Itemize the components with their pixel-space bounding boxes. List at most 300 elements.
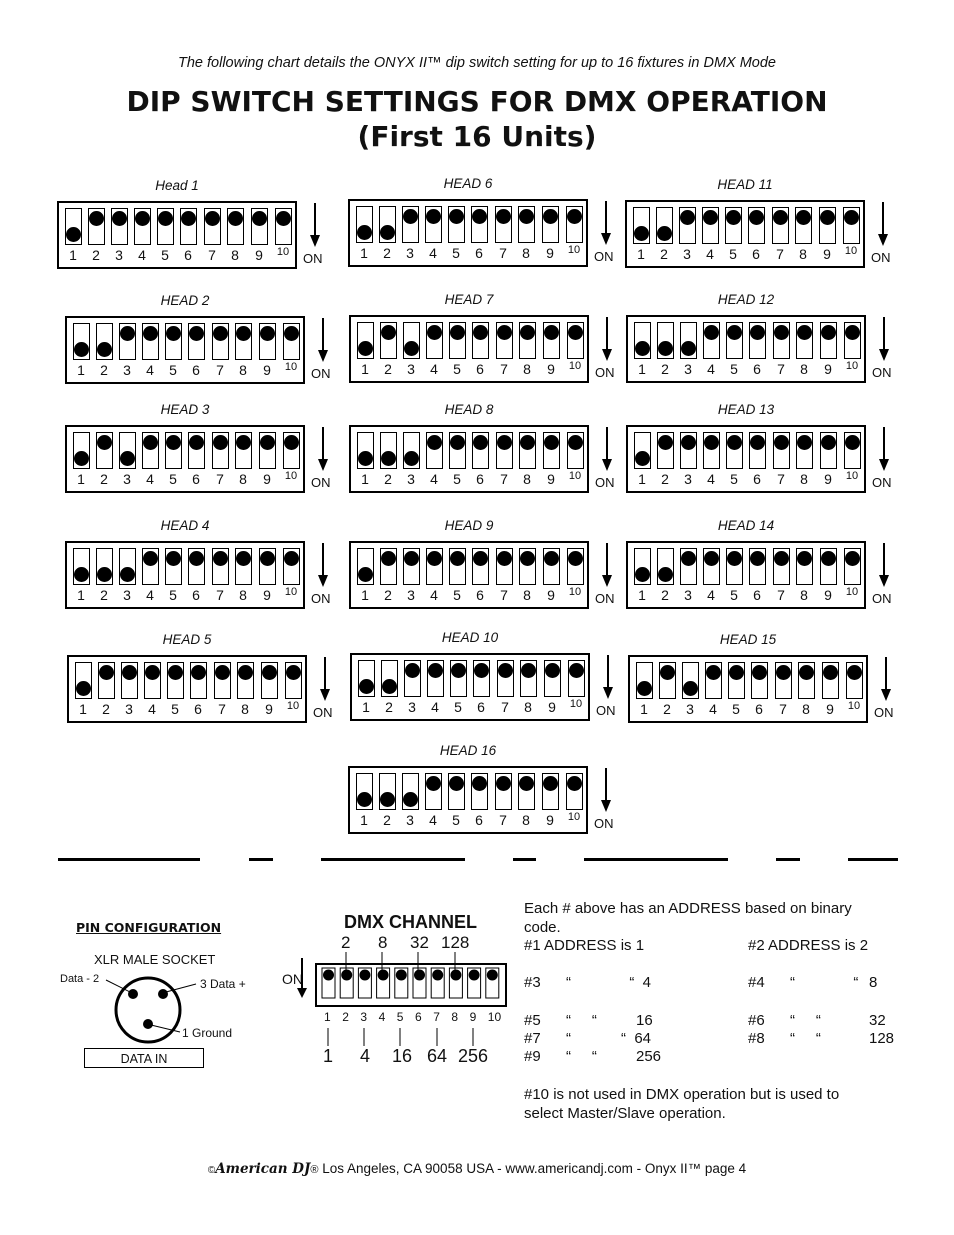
dmx-value-32: 32 xyxy=(410,933,429,952)
dip-switch-4 xyxy=(703,548,720,585)
dip-switch-block xyxy=(349,315,589,383)
switch-number: 5 xyxy=(452,812,460,828)
switch-knob xyxy=(428,663,443,678)
address-5-quotes: “ “ xyxy=(566,1012,597,1029)
on-label: ON xyxy=(872,591,892,606)
switch-number: 4 xyxy=(138,247,146,263)
switch-knob xyxy=(683,681,698,696)
dip-switch-8 xyxy=(796,548,813,585)
switch-number: 7 xyxy=(218,701,226,717)
switch-knob xyxy=(845,551,860,566)
divider-2 xyxy=(249,858,273,861)
intro-text: The following chart details the ONYX II™ dip switch setting for up to 16 fixtures in DMX Mode xyxy=(178,55,776,71)
address-2: #2 ADDRESS is 2 xyxy=(748,937,869,954)
switch-knob xyxy=(74,451,89,466)
dip-switch-2 xyxy=(381,660,398,697)
switch-knob xyxy=(189,551,204,566)
switch-number: 7 xyxy=(777,361,785,377)
head-label: HEAD 10 xyxy=(441,630,499,645)
dip-switch-3 xyxy=(119,323,136,360)
switch-number: 7 xyxy=(777,471,785,487)
switch-knob xyxy=(797,435,812,450)
xlr-socket-outline xyxy=(116,978,180,1042)
dmx-value-8: 8 xyxy=(378,933,388,952)
switch-knob xyxy=(260,551,275,566)
dmx-switch-knob xyxy=(378,970,389,981)
switch-knob xyxy=(498,663,513,678)
dip-switch-9 xyxy=(543,432,560,469)
switch-number: 3 xyxy=(684,471,692,487)
address-4-quotes: “ “ xyxy=(790,974,859,991)
dip-switch-2 xyxy=(656,207,673,244)
dip-switch-7 xyxy=(773,322,790,359)
on-label: ON xyxy=(313,705,333,720)
switch-number: 10 xyxy=(284,586,298,598)
switch-number: 5 xyxy=(730,361,738,377)
switch-number: 3 xyxy=(125,701,133,717)
address-8-value: 128 xyxy=(869,1030,895,1047)
switch-knob xyxy=(658,341,673,356)
dmx-switch-knob xyxy=(487,970,498,981)
dip-switch-5 xyxy=(726,322,743,359)
dmx-value-128: 128 xyxy=(441,933,470,952)
down-arrow-icon xyxy=(317,425,329,473)
down-arrow-icon xyxy=(878,425,890,473)
dmx-switch-number: 8 xyxy=(451,1010,459,1024)
dip-switch-1 xyxy=(356,206,373,243)
switch-number: 2 xyxy=(661,471,669,487)
switch-knob xyxy=(236,326,251,341)
dip-switch-2 xyxy=(96,323,113,360)
dip-switch-3 xyxy=(679,207,696,244)
dip-switch-2 xyxy=(657,548,674,585)
dip-switch-1 xyxy=(65,208,82,245)
dip-switch-8 xyxy=(235,548,252,585)
on-label: ON xyxy=(311,475,331,490)
switch-number: 9 xyxy=(547,361,555,377)
head-label: HEAD 5 xyxy=(162,632,212,647)
switch-knob xyxy=(451,663,466,678)
head-label: HEAD 9 xyxy=(444,518,494,533)
switch-number: 3 xyxy=(123,471,131,487)
switch-number: 2 xyxy=(383,245,391,261)
switch-number: 7 xyxy=(208,247,216,263)
switch-knob xyxy=(774,325,789,340)
dip-switch-2 xyxy=(379,206,396,243)
switch-number: 5 xyxy=(453,471,461,487)
dmx-switch-knob xyxy=(341,970,352,981)
switch-number: 5 xyxy=(161,247,169,263)
dip-switch-8 xyxy=(227,208,244,245)
switch-number: 8 xyxy=(802,701,810,717)
switch-knob xyxy=(284,435,299,450)
dip-switch-1 xyxy=(357,322,374,359)
dip-switch-9 xyxy=(544,660,561,697)
dip-switch-7 xyxy=(212,323,229,360)
switch-knob xyxy=(404,551,419,566)
switch-number: 9 xyxy=(824,471,832,487)
switch-number: 8 xyxy=(800,361,808,377)
dip-switch-9 xyxy=(820,548,837,585)
dip-switch-10 xyxy=(844,432,861,469)
on-label: ON xyxy=(871,250,891,265)
switch-number: 2 xyxy=(384,361,392,377)
switch-knob xyxy=(166,435,181,450)
switch-number: 1 xyxy=(77,587,85,603)
switch-number: 2 xyxy=(661,361,669,377)
switch-number: 1 xyxy=(69,247,77,263)
switch-knob xyxy=(681,435,696,450)
address-5-value: 16 xyxy=(636,1012,653,1029)
switch-number: 4 xyxy=(430,587,438,603)
dmx-switch-knob xyxy=(450,970,461,981)
switch-knob xyxy=(569,663,584,678)
head-label: Head 1 xyxy=(155,178,199,193)
switch-number: 4 xyxy=(430,471,438,487)
dip-switch-5 xyxy=(449,322,466,359)
dip-switch-2 xyxy=(380,548,397,585)
switch-number: 6 xyxy=(476,361,484,377)
switch-number: 5 xyxy=(730,471,738,487)
dip-switch-10 xyxy=(283,548,300,585)
switch-knob xyxy=(213,326,228,341)
dip-switch-9 xyxy=(819,207,836,244)
switch-knob xyxy=(657,226,672,241)
switch-knob xyxy=(166,551,181,566)
dip-switch-2 xyxy=(657,322,674,359)
switch-knob xyxy=(821,435,836,450)
dip-switch-4 xyxy=(427,660,444,697)
head-label: HEAD 15 xyxy=(719,632,777,647)
switch-knob xyxy=(405,663,420,678)
switch-number: 2 xyxy=(383,812,391,828)
dip-switch-7 xyxy=(773,548,790,585)
switch-knob xyxy=(260,435,275,450)
switch-knob xyxy=(543,209,558,224)
dip-switch-7 xyxy=(772,207,789,244)
dip-switch-6 xyxy=(749,548,766,585)
dip-switch-9 xyxy=(820,322,837,359)
switch-number: 8 xyxy=(523,361,531,377)
switch-number: 6 xyxy=(192,362,200,378)
switch-number: 6 xyxy=(475,812,483,828)
switch-knob xyxy=(844,210,859,225)
switch-knob xyxy=(773,210,788,225)
switch-knob xyxy=(215,665,230,680)
dip-switch-9 xyxy=(259,548,276,585)
dip-switch-8 xyxy=(519,322,536,359)
address-6-quotes: “ “ xyxy=(790,1012,821,1029)
switch-number: 2 xyxy=(100,362,108,378)
dip-switch-5 xyxy=(165,548,182,585)
switch-knob xyxy=(120,567,135,582)
switch-knob xyxy=(568,435,583,450)
switch-knob xyxy=(544,551,559,566)
dip-switch-9 xyxy=(543,548,560,585)
switch-knob xyxy=(358,451,373,466)
switch-knob xyxy=(821,551,836,566)
switch-knob xyxy=(847,665,862,680)
switch-knob xyxy=(497,325,512,340)
switch-number: 8 xyxy=(799,246,807,262)
switch-knob xyxy=(681,341,696,356)
dip-switch-2 xyxy=(96,432,113,469)
switch-knob xyxy=(357,225,372,240)
title-line-2: (First 16 Units) xyxy=(357,120,597,153)
dmx-switch-number: 4 xyxy=(378,1010,386,1024)
switch-number: 6 xyxy=(476,471,484,487)
switch-knob xyxy=(97,567,112,582)
dip-switch-4 xyxy=(426,322,443,359)
switch-knob xyxy=(821,325,836,340)
switch-number: 9 xyxy=(263,587,271,603)
dip-switch-6 xyxy=(188,432,205,469)
dip-switch-7 xyxy=(212,548,229,585)
pin-2-label: Data - 2 xyxy=(60,973,100,985)
switch-knob xyxy=(381,451,396,466)
switch-knob xyxy=(472,209,487,224)
switch-knob xyxy=(74,567,89,582)
dip-switch-10 xyxy=(275,208,292,245)
down-arrow-icon xyxy=(317,316,329,364)
switch-knob xyxy=(750,551,765,566)
dmx-switch-number: 9 xyxy=(469,1010,477,1024)
dip-switch-block xyxy=(625,200,865,268)
dip-switch-10 xyxy=(566,206,583,243)
dip-switch-5 xyxy=(167,662,184,699)
dip-switch-3 xyxy=(402,773,419,810)
title-line-1: DIP SWITCH SETTINGS FOR DMX OPERATION xyxy=(126,85,828,118)
switch-number: 4 xyxy=(707,471,715,487)
switch-knob xyxy=(404,341,419,356)
address-intro: Each # above has an ADDRESS based on binary code. xyxy=(524,900,852,936)
switch-knob xyxy=(497,551,512,566)
switch-knob xyxy=(544,435,559,450)
switch-number: 6 xyxy=(194,701,202,717)
dip-switch-6 xyxy=(749,322,766,359)
divider-6 xyxy=(776,858,800,861)
on-label: ON xyxy=(594,249,614,264)
switch-number: 2 xyxy=(100,471,108,487)
switch-number: 1 xyxy=(360,812,368,828)
switch-number: 1 xyxy=(361,587,369,603)
dip-switch-6 xyxy=(473,660,490,697)
switch-number: 4 xyxy=(707,587,715,603)
switch-knob xyxy=(286,665,301,680)
dip-switch-8 xyxy=(798,662,815,699)
divider-5 xyxy=(584,858,728,861)
switch-number: 4 xyxy=(146,471,154,487)
switch-knob xyxy=(381,551,396,566)
switch-number: 8 xyxy=(523,471,531,487)
switch-knob xyxy=(427,551,442,566)
dip-switch-7 xyxy=(495,206,512,243)
switch-knob xyxy=(660,665,675,680)
switch-knob xyxy=(236,551,251,566)
switch-number: 10 xyxy=(284,470,298,482)
dip-switch-3 xyxy=(119,432,136,469)
dip-switch-6 xyxy=(180,208,197,245)
switch-knob xyxy=(567,776,582,791)
address-5-label: #5 xyxy=(524,1012,541,1029)
switch-number: 8 xyxy=(800,587,808,603)
switch-number: 10 xyxy=(568,586,582,598)
on-label: ON xyxy=(303,251,323,266)
dip-switch-9 xyxy=(820,432,837,469)
dip-switch-10 xyxy=(846,662,863,699)
switch-number: 9 xyxy=(823,246,831,262)
switch-number: 7 xyxy=(500,361,508,377)
dip-switch-5 xyxy=(448,773,465,810)
dmx-switch-knob xyxy=(396,970,407,981)
dip-switch-block xyxy=(348,199,588,267)
dip-switch-5 xyxy=(157,208,174,245)
switch-number: 5 xyxy=(169,587,177,603)
switch-knob xyxy=(634,226,649,241)
dip-switch-2 xyxy=(659,662,676,699)
switch-knob xyxy=(166,326,181,341)
dip-switch-5 xyxy=(726,432,743,469)
head-label: HEAD 13 xyxy=(717,402,775,417)
dmx-switch-number: 5 xyxy=(396,1010,404,1024)
dmx-switch-diagram xyxy=(284,950,524,1050)
switch-number: 6 xyxy=(755,701,763,717)
dip-switch-10 xyxy=(844,322,861,359)
switch-number: 2 xyxy=(663,701,671,717)
dip-switch-7 xyxy=(496,548,513,585)
dip-switch-7 xyxy=(773,432,790,469)
switch-number: 4 xyxy=(148,701,156,717)
switch-knob xyxy=(120,326,135,341)
address-6-value: 32 xyxy=(869,1012,886,1029)
dip-switch-1 xyxy=(633,207,650,244)
dip-switch-8 xyxy=(237,662,254,699)
down-arrow-icon xyxy=(601,425,613,473)
switch-number: 5 xyxy=(453,361,461,377)
switch-number: 8 xyxy=(239,587,247,603)
switch-knob xyxy=(750,325,765,340)
switch-number: 1 xyxy=(361,361,369,377)
down-arrow-icon xyxy=(601,315,613,363)
dip-switch-7 xyxy=(204,208,221,245)
switch-number: 5 xyxy=(730,587,738,603)
switch-number: 10 xyxy=(847,700,861,712)
switch-knob xyxy=(357,792,372,807)
switch-number: 4 xyxy=(429,812,437,828)
switch-number: 9 xyxy=(826,701,834,717)
on-label: ON xyxy=(872,365,892,380)
switch-number: 10 xyxy=(284,361,298,373)
switch-knob xyxy=(359,679,374,694)
head-label: HEAD 8 xyxy=(444,402,494,417)
switch-number: 1 xyxy=(77,362,85,378)
dip-switch-9 xyxy=(542,206,559,243)
switch-knob xyxy=(681,551,696,566)
switch-knob xyxy=(568,551,583,566)
dip-switch-1 xyxy=(357,432,374,469)
dip-switch-block xyxy=(65,316,305,384)
switch-knob xyxy=(427,325,442,340)
switch-number: 10 xyxy=(286,700,300,712)
switch-knob xyxy=(473,325,488,340)
head-label: HEAD 11 xyxy=(717,177,773,192)
switch-number: 2 xyxy=(92,247,100,263)
switch-knob xyxy=(449,209,464,224)
dip-switch-5 xyxy=(725,207,742,244)
switch-number: 7 xyxy=(777,587,785,603)
switch-knob xyxy=(74,342,89,357)
down-arrow-icon xyxy=(600,199,612,247)
switch-knob xyxy=(519,776,534,791)
dip-switch-3 xyxy=(403,322,420,359)
dip-switch-1 xyxy=(634,322,651,359)
dip-switch-10 xyxy=(285,662,302,699)
switch-knob xyxy=(776,665,791,680)
dmx-on-label: ON xyxy=(282,971,303,987)
switch-number: 2 xyxy=(384,471,392,487)
switch-knob xyxy=(703,210,718,225)
dip-switch-9 xyxy=(542,773,559,810)
switch-knob xyxy=(284,326,299,341)
switch-knob xyxy=(213,435,228,450)
switch-knob xyxy=(545,663,560,678)
switch-10-note: #10 is not used in DMX operation but is used to select Master/Slave operation. xyxy=(524,1086,840,1122)
switch-knob xyxy=(262,665,277,680)
switch-knob xyxy=(635,451,650,466)
switch-number: 6 xyxy=(477,699,485,715)
dmx-switch-number: 10 xyxy=(487,1010,502,1024)
switch-number: 4 xyxy=(430,361,438,377)
dip-switch-1 xyxy=(73,323,90,360)
dip-switch-6 xyxy=(472,432,489,469)
switch-knob xyxy=(403,209,418,224)
switch-knob xyxy=(122,665,137,680)
switch-number: 7 xyxy=(216,362,224,378)
switch-number: 9 xyxy=(263,471,271,487)
dip-switch-block xyxy=(67,655,307,723)
switch-knob xyxy=(749,210,764,225)
dip-switch-4 xyxy=(702,207,719,244)
switch-number: 8 xyxy=(522,245,530,261)
switch-knob xyxy=(823,665,838,680)
switch-number: 1 xyxy=(361,471,369,487)
switch-number: 4 xyxy=(429,245,437,261)
pin-1-dot xyxy=(143,1019,153,1029)
switch-number: 5 xyxy=(169,362,177,378)
dip-switch-6 xyxy=(751,662,768,699)
dip-switch-7 xyxy=(497,660,514,697)
dmx-value-256: 256 xyxy=(458,1046,489,1066)
dip-switch-7 xyxy=(495,773,512,810)
address-6-label: #6 xyxy=(748,1012,765,1029)
switch-number: 7 xyxy=(499,812,507,828)
switch-knob xyxy=(726,210,741,225)
dip-switch-2 xyxy=(88,208,105,245)
switch-number: 5 xyxy=(732,701,740,717)
switch-number: 1 xyxy=(640,701,648,717)
switch-knob xyxy=(729,665,744,680)
dip-switch-7 xyxy=(214,662,231,699)
pin-configuration-title: PIN CONFIGURATION xyxy=(76,920,222,935)
dmx-switch-number: 6 xyxy=(415,1010,422,1024)
switch-knob xyxy=(284,551,299,566)
dip-switch-5 xyxy=(448,206,465,243)
switch-number: 10 xyxy=(568,360,582,372)
switch-number: 7 xyxy=(499,245,507,261)
switch-knob xyxy=(704,325,719,340)
dip-switch-7 xyxy=(212,432,229,469)
switch-number: 8 xyxy=(239,362,247,378)
